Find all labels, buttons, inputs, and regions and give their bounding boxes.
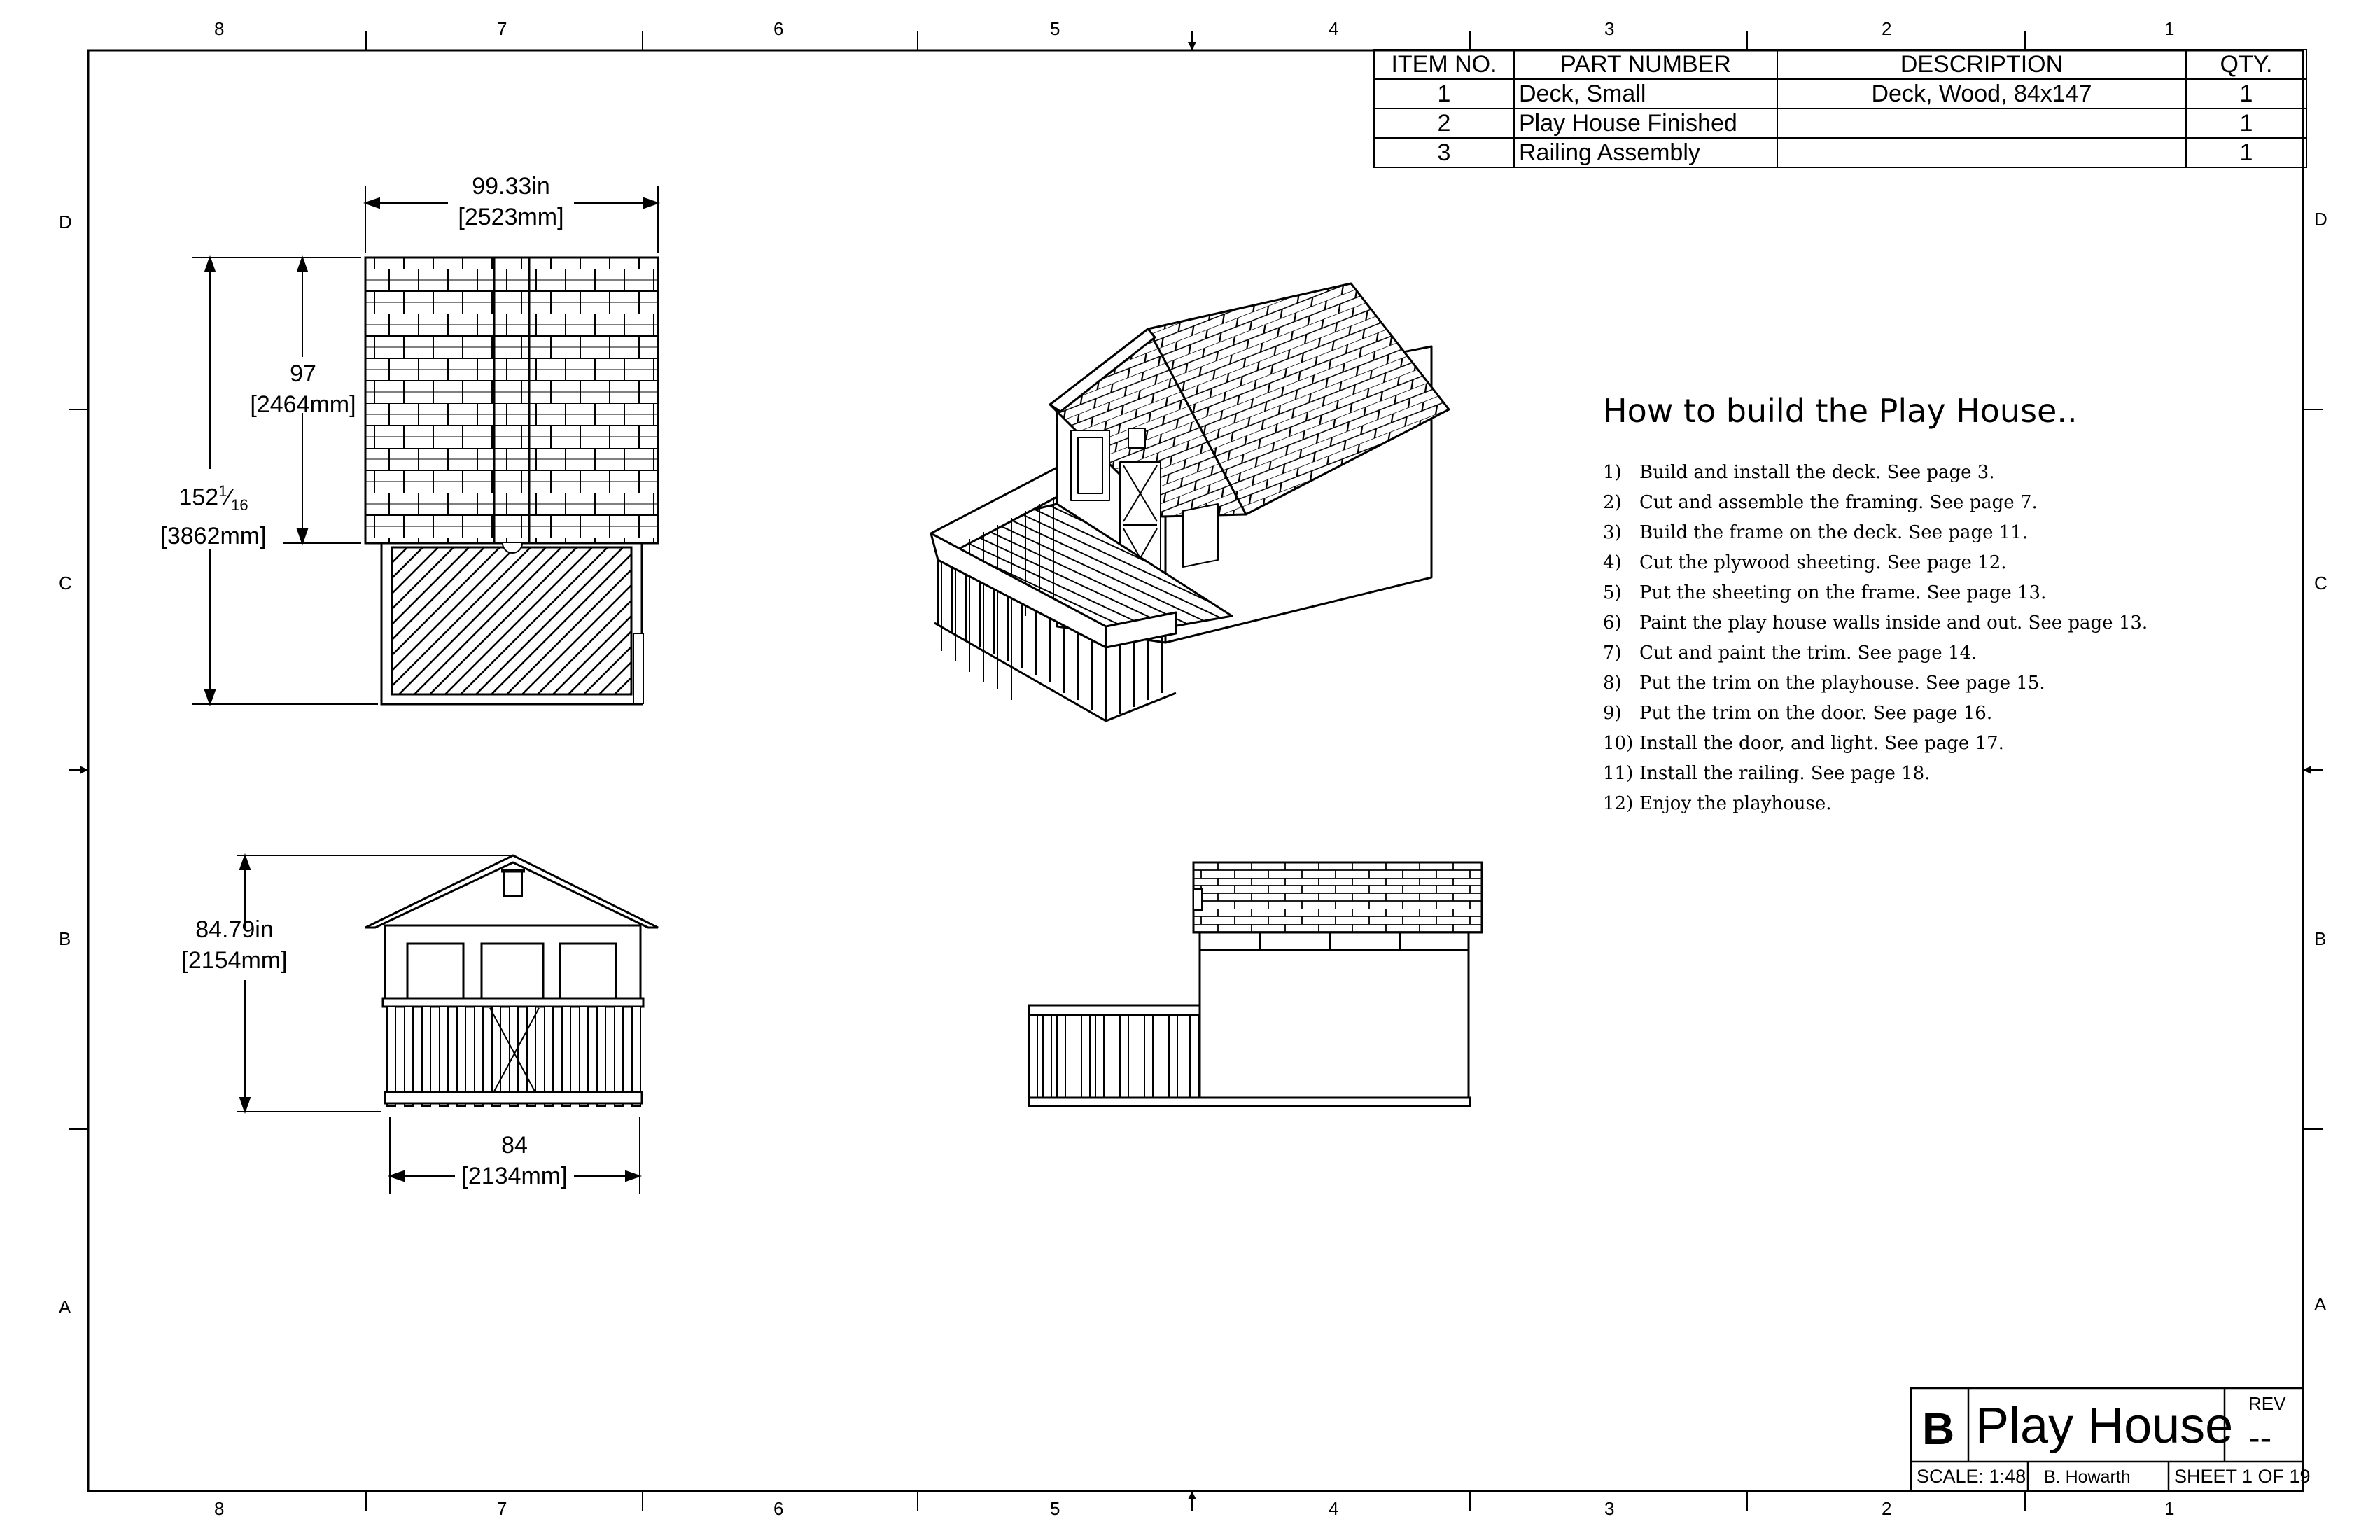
step-number: 9) xyxy=(1603,703,1622,724)
bom-desc: Deck, Wood, 84x147 xyxy=(1777,79,2186,108)
isometric-view xyxy=(931,284,1449,721)
step-text: Cut and paint the trim. See page 14. xyxy=(1639,643,1977,664)
zone-label-top-1: 1 xyxy=(2164,18,2175,39)
title-block-title: Play House xyxy=(1975,1398,2234,1454)
step-number: 5) xyxy=(1603,582,1622,603)
zone-label-right-D: D xyxy=(2314,209,2328,230)
instructions-title: How to build the Play House.. xyxy=(1603,392,2078,430)
instruction-step xyxy=(1603,458,2303,488)
zone-label-right-B: B xyxy=(2314,928,2327,949)
dim-front-width-in: 84 xyxy=(501,1132,528,1158)
top-view xyxy=(365,258,658,704)
instruction-step xyxy=(1603,759,2303,789)
dim-front-height-in: 84.79in xyxy=(195,916,274,943)
dim-total-depth-den: 16 xyxy=(231,496,248,514)
dim-front-width xyxy=(451,1130,578,1191)
bom-part: Deck, Small xyxy=(1514,79,1777,108)
instruction-step xyxy=(1603,488,2303,518)
zone-label-bottom-6: 6 xyxy=(774,1498,784,1519)
dim-total-depth-mm: [3862mm] xyxy=(160,523,267,550)
bom-header-desc: DESCRIPTION xyxy=(1777,50,2186,79)
side-view xyxy=(1029,862,1482,1106)
step-number: 2) xyxy=(1603,492,1622,513)
step-number: 3) xyxy=(1603,522,1622,543)
zone-label-top-7: 7 xyxy=(497,18,507,39)
step-number: 4) xyxy=(1603,552,1622,573)
zone-label-bottom-4: 4 xyxy=(1329,1498,1339,1519)
bom-row xyxy=(1374,79,2306,108)
instructions-panel xyxy=(1603,392,2303,819)
zone-label-top-4: 4 xyxy=(1329,18,1339,39)
bom-header-row xyxy=(1374,50,2306,79)
zone-label-top-8: 8 xyxy=(214,18,225,39)
instruction-step xyxy=(1603,668,2303,699)
dim-top-width xyxy=(448,171,574,232)
step-text: Put the sheeting on the frame. See page 13. xyxy=(1639,582,2047,603)
dim-house-depth-mm: [2464mm] xyxy=(250,391,356,418)
step-text: Install the railing. See page 18. xyxy=(1639,763,1931,784)
instruction-step xyxy=(1603,578,2303,608)
zone-label-left-B: B xyxy=(59,928,71,949)
bom-part: Play House Finished xyxy=(1514,108,1777,138)
step-number: 8) xyxy=(1603,673,1622,694)
instruction-step xyxy=(1603,638,2303,668)
instruction-step xyxy=(1603,729,2303,759)
step-number: 6) xyxy=(1603,612,1622,634)
dim-total-depth-whole: 152 xyxy=(178,484,219,511)
step-text: Put the trim on the door. See page 16. xyxy=(1639,703,1993,724)
bom-header-qty: QTY. xyxy=(2186,50,2306,79)
zone-label-top-6: 6 xyxy=(774,18,784,39)
zone-label-left-A: A xyxy=(59,1296,71,1317)
bom-header-item: ITEM NO. xyxy=(1374,50,1514,79)
title-block-rev: -- xyxy=(2248,1418,2272,1457)
step-number: 12) xyxy=(1603,793,1634,814)
step-text: Install the door, and light. See page 17. xyxy=(1639,733,2004,754)
bill-of-materials-table xyxy=(1373,49,2307,168)
step-text: Enjoy the playhouse. xyxy=(1639,793,1832,814)
step-text: Build and install the deck. See page 3. xyxy=(1639,462,1995,483)
step-text: Paint the play house walls inside and out. See page 13. xyxy=(1639,612,2148,634)
zone-label-right-A: A xyxy=(2314,1294,2327,1315)
dim-front-width-mm: [2134mm] xyxy=(461,1163,568,1189)
dim-top-width-mm: [2523mm] xyxy=(458,204,564,230)
zone-label-left-C: C xyxy=(59,573,72,594)
bom-qty: 1 xyxy=(2186,138,2306,167)
dim-front-height xyxy=(168,914,301,976)
title-block-author: B. Howarth xyxy=(2044,1467,2131,1487)
instruction-step xyxy=(1603,608,2303,638)
dim-top-width-in: 99.33in xyxy=(472,173,550,200)
bom-item: 3 xyxy=(1374,138,1514,167)
dim-house-depth xyxy=(237,358,370,420)
zone-label-top-5: 5 xyxy=(1050,18,1060,39)
zone-label-top-3: 3 xyxy=(1604,18,1615,39)
instructions-list xyxy=(1603,458,2303,819)
front-view xyxy=(365,855,658,1106)
bom-desc xyxy=(1777,108,2186,138)
instruction-step xyxy=(1603,789,2303,819)
title-block-size: B xyxy=(1922,1404,1955,1454)
zone-label-top-2: 2 xyxy=(1882,18,1892,39)
dim-total-depth-frac: $152^1⁄_{16}$ xyxy=(178,482,248,514)
instruction-step xyxy=(1603,518,2303,548)
bom-header-part: PART NUMBER xyxy=(1514,50,1777,79)
zone-label-bottom-7: 7 xyxy=(497,1498,507,1519)
zone-label-left-D: D xyxy=(59,211,72,232)
bom-item: 2 xyxy=(1374,108,1514,138)
zone-label-bottom-3: 3 xyxy=(1604,1498,1615,1519)
instruction-step xyxy=(1603,548,2303,578)
step-text: Build the frame on the deck. See page 11. xyxy=(1639,522,2029,543)
zone-label-bottom-8: 8 xyxy=(214,1498,225,1519)
step-text: Cut and assemble the framing. See page 7. xyxy=(1639,492,2038,513)
zone-label-bottom-2: 2 xyxy=(1882,1498,1892,1519)
bom-row xyxy=(1374,138,2306,167)
title-block-scale: SCALE: 1:48 xyxy=(1917,1466,2026,1487)
title-block-rev-label: REV xyxy=(2248,1393,2286,1414)
instruction-step xyxy=(1603,699,2303,729)
dim-house-depth-in: 97 xyxy=(290,360,316,387)
step-number: 1) xyxy=(1603,462,1622,483)
step-number: 7) xyxy=(1603,643,1622,664)
dim-total-depth-num: 1 xyxy=(218,482,227,500)
dim-front-height-mm: [2154mm] xyxy=(181,947,288,974)
step-text: Put the trim on the playhouse. See page 15. xyxy=(1639,673,2045,694)
step-number: 11) xyxy=(1603,763,1634,784)
step-text: Cut the plywood sheeting. See page 12. xyxy=(1639,552,2007,573)
bom-row xyxy=(1374,108,2306,138)
zone-label-bottom-5: 5 xyxy=(1050,1498,1060,1519)
dim-total-depth xyxy=(147,476,280,552)
title-block-sheet: SHEET 1 OF 19 xyxy=(2174,1466,2311,1487)
zone-label-right-C: C xyxy=(2314,573,2328,594)
bom-desc xyxy=(1777,138,2186,167)
bom-part: Railing Assembly xyxy=(1514,138,1777,167)
step-number: 10) xyxy=(1603,733,1634,754)
bom-item: 1 xyxy=(1374,79,1514,108)
zone-label-bottom-1: 1 xyxy=(2164,1498,2175,1519)
bom-qty: 1 xyxy=(2186,79,2306,108)
bom-qty: 1 xyxy=(2186,108,2306,138)
